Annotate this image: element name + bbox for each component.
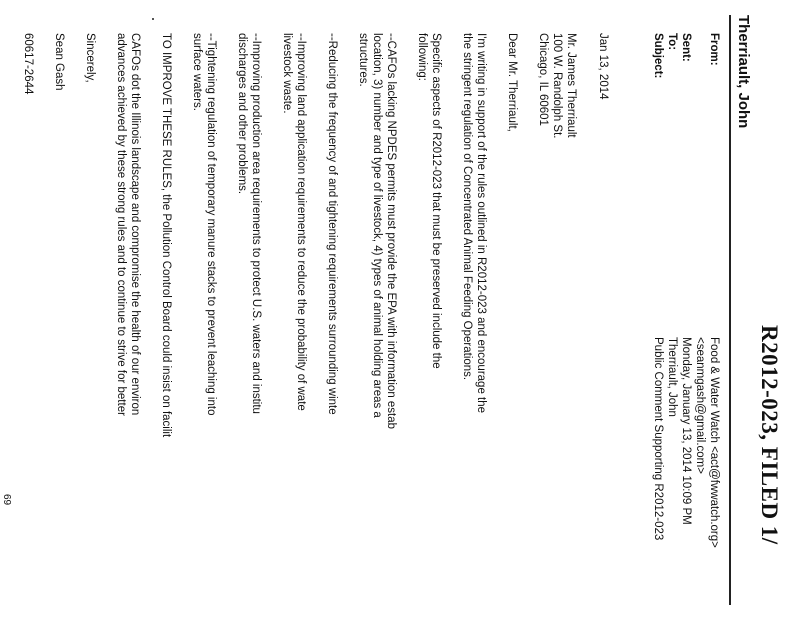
to-label: To:: [666, 33, 678, 51]
scan-speck: [152, 18, 154, 20]
intro-line: I'm writing in support of the rules outlined in R2012-023 and encourage the: [475, 33, 487, 414]
signoff: Sincerely,: [84, 33, 96, 83]
subject-value: Public Comment Supporting R2012-023: [652, 337, 664, 541]
final-paragraph-line: CAFOs dot the Illinois landscape and compromise the health of our environ: [129, 33, 141, 416]
list-item-line: location, 3) number and type of livestock, 4) types of animal holding areas a: [371, 33, 383, 418]
aspects-line: following:: [416, 33, 428, 81]
intro-line: the stringent regulation of Concentrated Animal Feeding Operations.: [461, 33, 473, 381]
list-item-line: --CAFOs lacking NPDES permits must provide the EPA with information estab: [385, 33, 397, 430]
from-label: From:: [708, 33, 720, 66]
subject-label: Subject:: [652, 33, 664, 79]
final-paragraph-line: advances achieved by these strong rules and to continue to strive for better: [115, 33, 127, 416]
aspects-line: Specific aspects of R2012-023 that must be preserved include the: [430, 33, 442, 369]
letter-date: Jan 13, 2014: [597, 33, 609, 100]
address-line: 100 W. Randolph St.: [551, 33, 563, 139]
sender-name: Therriault, John: [735, 15, 752, 129]
to-value: Therriault, John: [666, 337, 678, 417]
list-item-line: discharges and other problems.: [236, 33, 248, 195]
list-item-line: livestock waste.: [281, 33, 293, 114]
list-item-line: --Reducing the frequency of and tightening requirements surrounding winte: [326, 33, 338, 415]
list-item-line: surface waters.: [191, 33, 203, 111]
address-line: Chicago, IL 60601: [537, 33, 549, 126]
header-rule: [729, 15, 731, 605]
filing-stamp: R2012-023, FILED 1/: [757, 325, 782, 545]
list-item-line: --Improving production area requirements to protect U.S. waters and institu: [250, 33, 262, 414]
from-value: Food & Water Watch <act@fwwatch.org>: [708, 337, 720, 548]
sent-value: Monday, January 13, 2014 10:09 PM: [680, 337, 692, 525]
list-item-line: structures.: [357, 33, 369, 87]
from-value-email: <seanmgash@gmail.com>: [694, 337, 706, 474]
list-item-line: --Improving land application requirements to reduce the probability of wate: [295, 33, 307, 411]
closing-paragraph: TO IMPROVE THESE RULES, the Pollution Control Board could insist on facilit: [160, 33, 172, 438]
signature-name: Sean Gash: [53, 33, 65, 91]
signature-zip: 60617-2644: [22, 33, 34, 95]
salutation: Dear Mr. Therriault,: [506, 33, 518, 132]
sent-label: Sent:: [680, 33, 692, 62]
address-line: Mr. James Therriault: [565, 33, 577, 138]
list-item-line: --Tightening regulation of temporary manure stacks to prevent leaching into: [205, 33, 217, 416]
page-number: 69: [1, 494, 12, 506]
